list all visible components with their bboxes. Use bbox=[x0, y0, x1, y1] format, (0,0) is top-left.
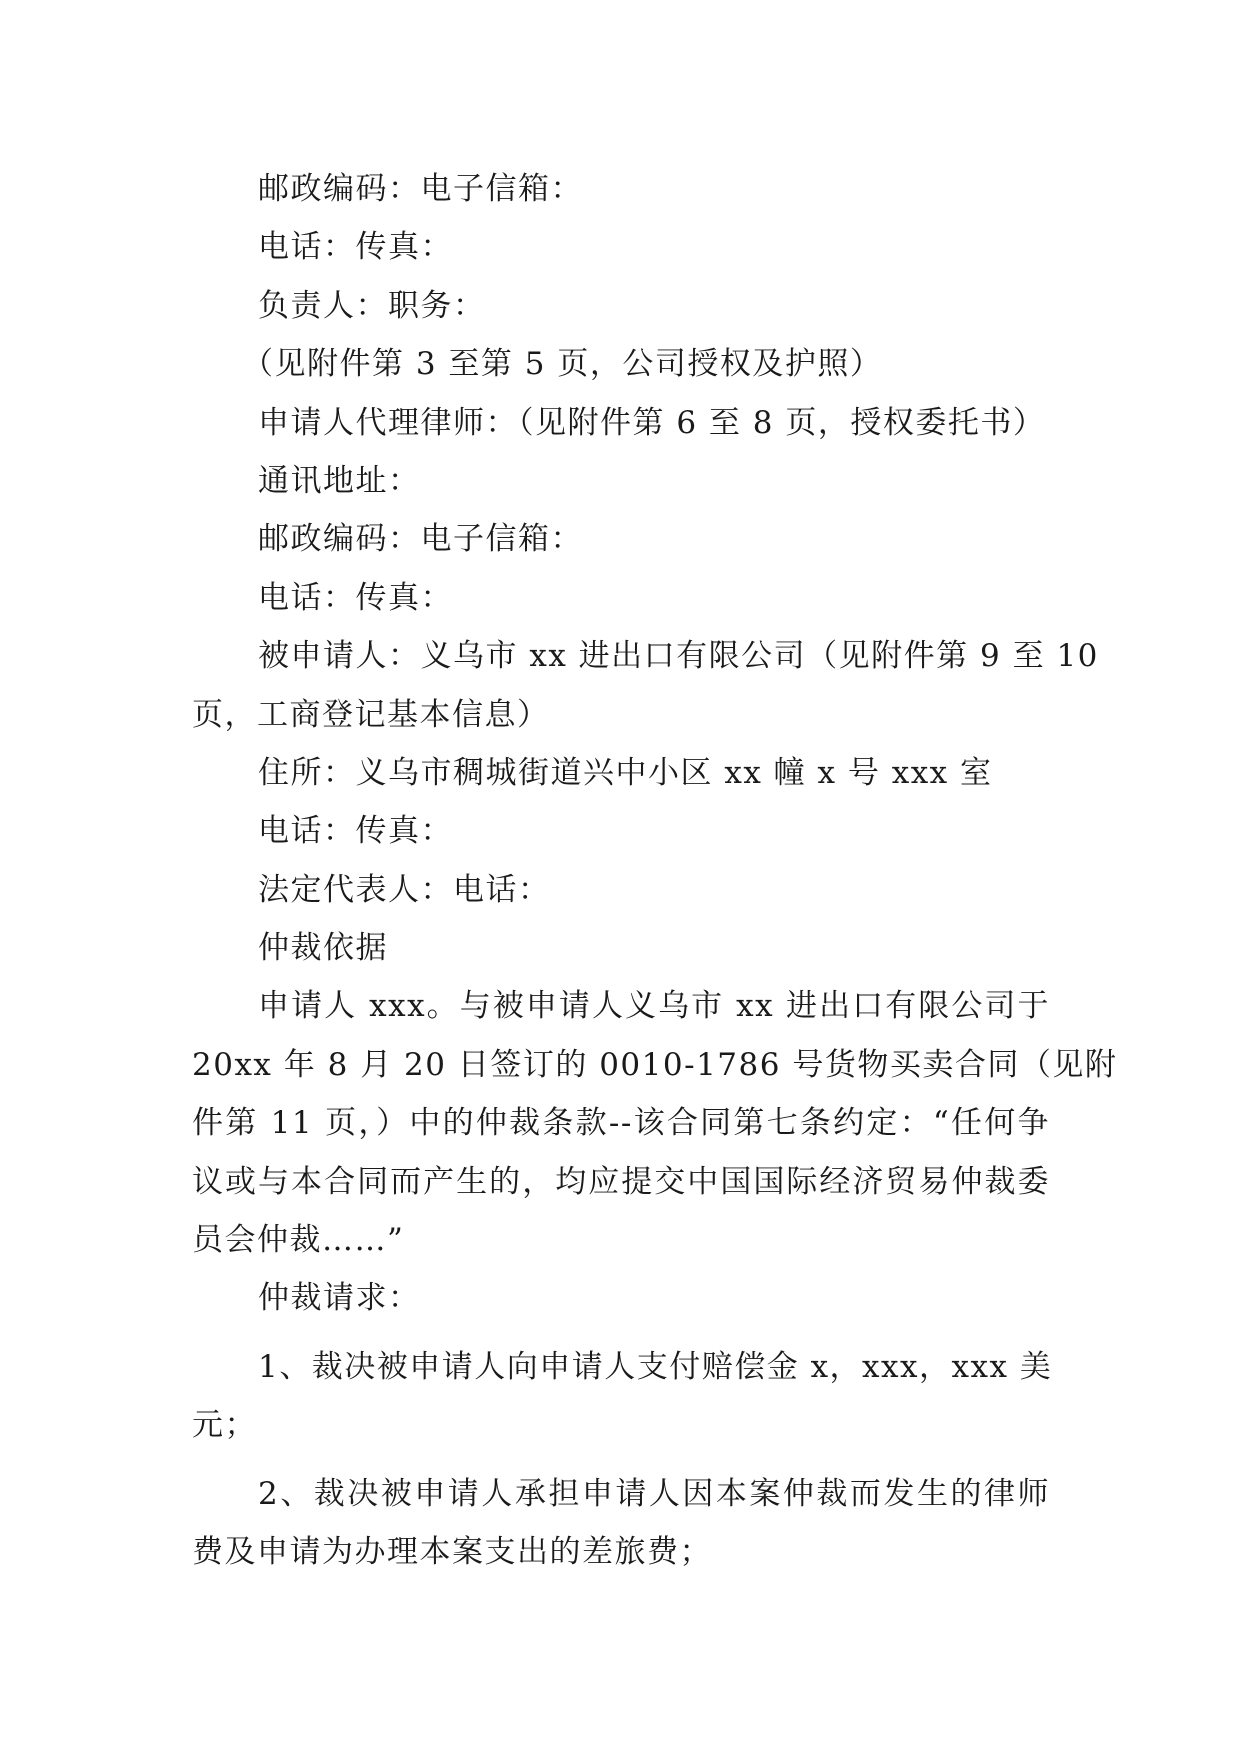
spacer bbox=[192, 1455, 1050, 1465]
claim-2-line-2: 费及申请为办理本案支出的差旅费； bbox=[192, 1533, 712, 1570]
claim-1-line-2: 元； bbox=[192, 1407, 257, 1444]
respondent-line: 被申请人：义乌市 xx 进出口有限公司（见附件第 9 至 10 bbox=[258, 638, 1099, 675]
arbitration-basis-heading: 仲裁依据 bbox=[258, 930, 388, 967]
phone-fax-line: 电话：传真： bbox=[258, 229, 453, 266]
arbitration-claims-heading: 仲裁请求： bbox=[258, 1280, 421, 1317]
responsible-person-line: 负责人：职务： bbox=[258, 287, 486, 324]
postal-email-line: 邮政编码：电子信箱： bbox=[258, 171, 583, 207]
spacer bbox=[192, 1328, 1050, 1338]
residence-line: 住所：义乌市稠城街道兴中小区 xx 幢 x 号 xxx 室 bbox=[258, 754, 993, 791]
legal-rep-line: 法定代表人：电话： bbox=[258, 871, 551, 908]
respondent-line-cont: 页，工商登记基本信息） bbox=[192, 696, 550, 733]
basis-paragraph-line-4: 议或与本合同而产生的，均应提交中国国际经济贸易仲裁委 bbox=[192, 1163, 1050, 1200]
claim-1-line-1: 1、裁决被申请人向申请人支付赔偿金 x，xxx，xxx 美 bbox=[258, 1348, 1053, 1385]
phone-fax-line-2: 电话：传真： bbox=[258, 579, 453, 616]
attachment-note-line: （见附件第 3 至第 5 页，公司授权及护照） bbox=[242, 346, 883, 383]
claim-2-line-1: 2、裁决被申请人承担申请人因本案仲裁而发生的律师 bbox=[258, 1475, 1050, 1512]
basis-paragraph-line-1: 申请人 xxx。与被申请人义乌市 xx 进出口有限公司于 bbox=[258, 988, 1050, 1025]
address-line: 通讯地址： bbox=[258, 462, 421, 499]
document-body bbox=[192, 160, 1118, 1581]
basis-paragraph-line-5: 员会仲裁……” bbox=[192, 1222, 405, 1259]
phone-fax-line-3: 电话：传真： bbox=[258, 813, 453, 850]
basis-paragraph-line-3: 件第 11 页，）中的仲裁条款--该合同第七条约定：“任何争 bbox=[192, 1105, 1050, 1142]
postal-email-line-2: 邮政编码：电子信箱： bbox=[258, 521, 583, 558]
basis-paragraph-line-2: 20xx 年 8 月 20 日签订的 0010-1786 号货物买卖合同（见附 bbox=[192, 1046, 1118, 1083]
agent-lawyer-line: 申请人代理律师：（见附件第 6 至 8 页，授权委托书） bbox=[258, 404, 1046, 441]
